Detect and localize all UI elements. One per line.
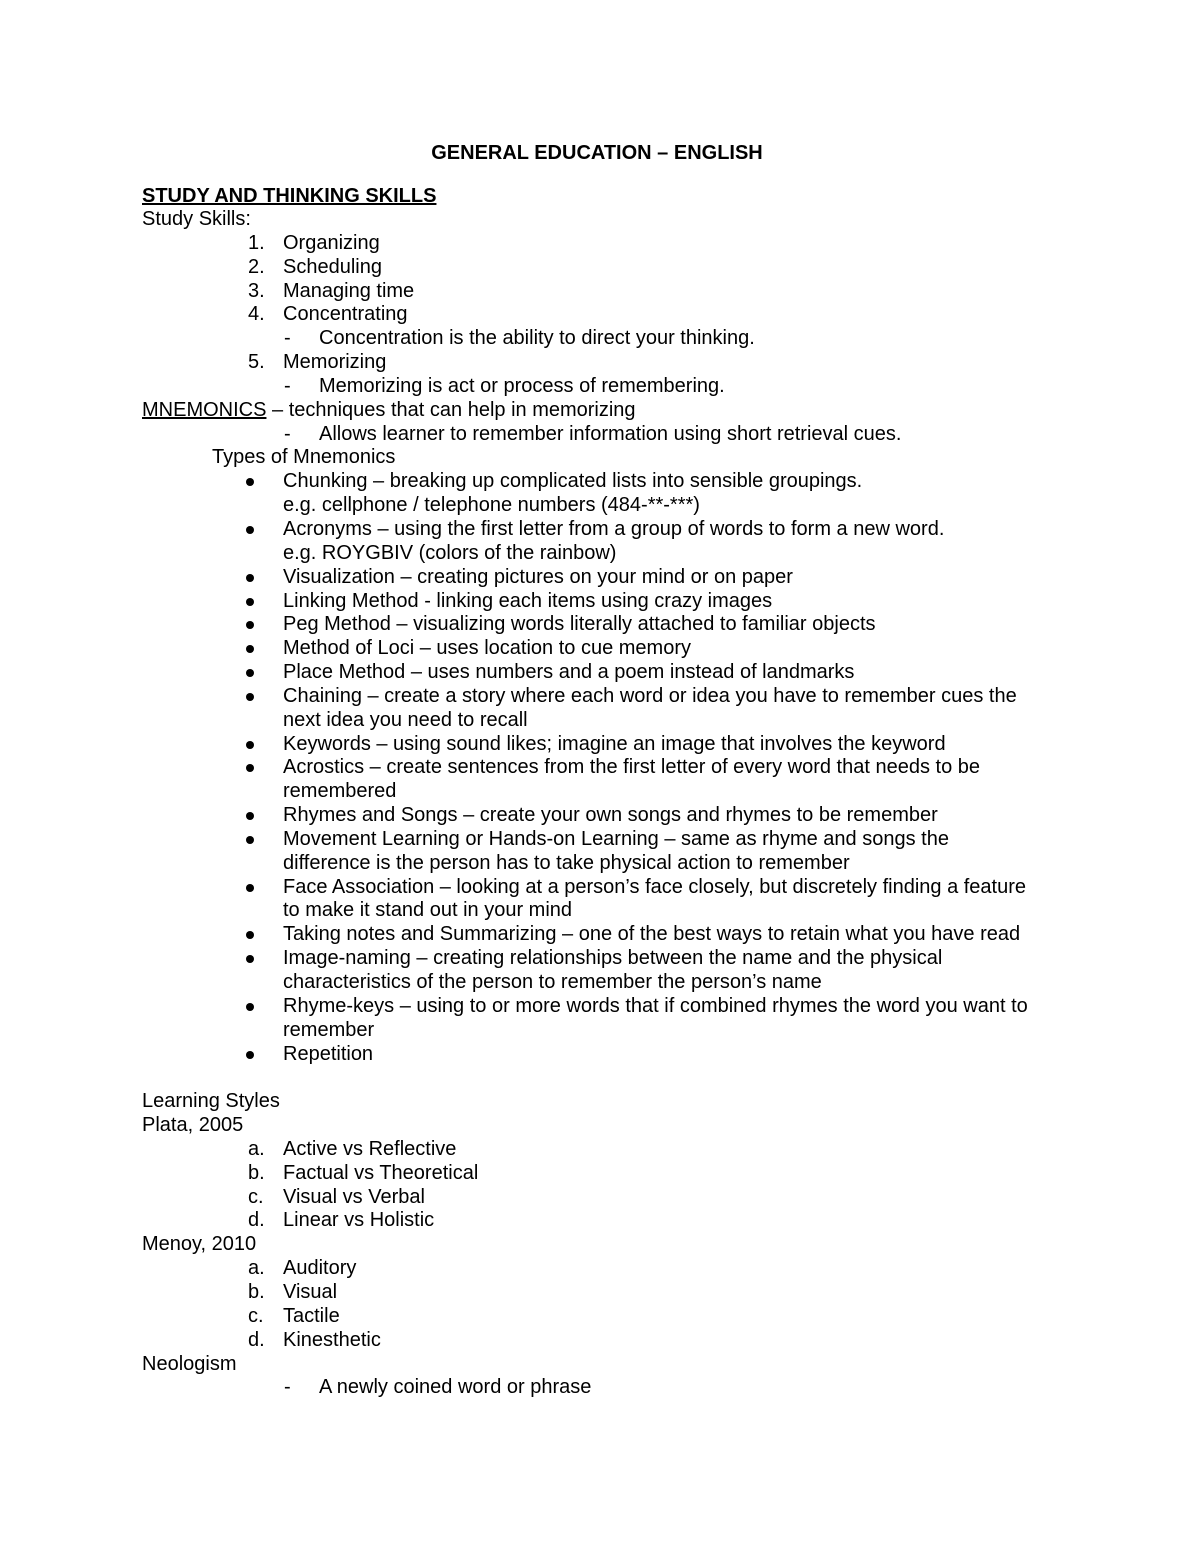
item-letter: c. bbox=[248, 1304, 264, 1327]
types-of-mnemonics-label: Types of Mnemonics bbox=[212, 446, 396, 469]
list-item bbox=[0, 1138, 1200, 1162]
bullet-item-continuation bbox=[0, 852, 1200, 876]
item-text: Visual vs Verbal bbox=[283, 1185, 425, 1208]
study-skills-label-line bbox=[0, 208, 1200, 232]
bullet-item bbox=[0, 828, 1200, 852]
bullet-item bbox=[0, 923, 1200, 947]
item-number: 3. bbox=[248, 279, 265, 302]
bullet-text: next idea you need to recall bbox=[283, 708, 528, 731]
item-letter: c. bbox=[248, 1185, 264, 1208]
item-number: 4. bbox=[248, 303, 265, 326]
item-text: Auditory bbox=[283, 1257, 357, 1280]
bullet-item-continuation bbox=[0, 1019, 1200, 1043]
bullet-item bbox=[0, 566, 1200, 590]
bullet-item bbox=[0, 804, 1200, 828]
bullet-text: e.g. cellphone / telephone numbers (484-**-***) bbox=[283, 494, 700, 517]
item-text: Linear vs Holistic bbox=[283, 1209, 435, 1232]
bullet-text: Face Association – looking at a person’s face closely, but discretely finding a feature bbox=[283, 875, 1027, 898]
note-text: Concentration is the ability to direct your thinking. bbox=[319, 327, 755, 350]
bullet-text: Linking Method - linking each items using crazy images bbox=[283, 589, 773, 612]
sub-note bbox=[0, 327, 1200, 351]
bullet-item bbox=[0, 995, 1200, 1019]
item-letter: b. bbox=[248, 1280, 265, 1303]
bullet-text: Image-naming – creating relationships between the name and the physical bbox=[283, 947, 943, 970]
bullet-item bbox=[0, 733, 1200, 757]
mnemonics-line bbox=[0, 399, 1200, 423]
note-text: Allows learner to remember information using short retrieval cues. bbox=[319, 422, 902, 445]
item-number: 1. bbox=[248, 231, 265, 254]
bullet-item bbox=[0, 470, 1200, 494]
bullet-text: Chaining – create a story where each word or idea you have to remember cues the bbox=[283, 684, 1017, 707]
mnemonics-term: MNEMONICS bbox=[142, 398, 267, 421]
item-text: Visual bbox=[283, 1280, 338, 1303]
neologism-label: Neologism bbox=[142, 1352, 237, 1375]
bullet-text: Acronyms – using the first letter from a group of words to form a new word. bbox=[283, 517, 945, 540]
bullet-text: Rhymes and Songs – create your own songs and rhymes to be remember bbox=[283, 804, 938, 827]
list-item bbox=[0, 280, 1200, 304]
document-body bbox=[0, 208, 1200, 1400]
item-text: Memorizing bbox=[283, 351, 387, 374]
learning-styles-label: Learning Styles bbox=[142, 1090, 280, 1113]
list-item bbox=[0, 256, 1200, 280]
bullet-item bbox=[0, 637, 1200, 661]
item-letter: d. bbox=[248, 1328, 265, 1351]
bullet-item-continuation bbox=[0, 494, 1200, 518]
bullet-item-continuation bbox=[0, 899, 1200, 923]
neologism-label-line bbox=[0, 1353, 1200, 1377]
list-item bbox=[0, 351, 1200, 375]
note-text: A newly coined word or phrase bbox=[319, 1376, 592, 1399]
bullet-item bbox=[0, 518, 1200, 542]
mnemonics-definition bbox=[142, 399, 636, 423]
bullet-item-continuation bbox=[0, 971, 1200, 995]
mnemonics-definition-text: – techniques that can help in memorizing bbox=[266, 398, 636, 421]
bullet-text: e.g. ROYGBIV (colors of the rainbow) bbox=[283, 541, 617, 564]
bullet-item bbox=[0, 685, 1200, 709]
bullet-item bbox=[0, 661, 1200, 685]
bullet-item bbox=[0, 613, 1200, 637]
item-text: Tactile bbox=[283, 1304, 340, 1327]
bullet-item bbox=[0, 1043, 1200, 1067]
bullet-text: to make it stand out in your mind bbox=[283, 899, 573, 922]
bullet-item bbox=[0, 876, 1200, 900]
sub-note bbox=[0, 423, 1200, 447]
list-item bbox=[0, 232, 1200, 256]
item-text: Concentrating bbox=[283, 303, 408, 326]
item-text: Factual vs Theoretical bbox=[283, 1161, 479, 1184]
bullet-item bbox=[0, 590, 1200, 614]
bullet-text: Visualization – creating pictures on your mind or on paper bbox=[283, 565, 793, 588]
item-letter: b. bbox=[248, 1161, 265, 1184]
bullet-text: Taking notes and Summarizing – one of the best ways to retain what you have read bbox=[283, 923, 1021, 946]
bullet-item-continuation bbox=[0, 709, 1200, 733]
bullet-text: Keywords – using sound likes; imagine an image that involves the keyword bbox=[283, 732, 946, 755]
bullet-text: Movement Learning or Hands-on Learning – same as rhyme and songs the bbox=[283, 827, 949, 850]
plata-label: Plata, 2005 bbox=[142, 1114, 244, 1137]
study-skills-label: Study Skills: bbox=[142, 208, 251, 230]
item-letter: a. bbox=[248, 1257, 265, 1280]
bullet-text: Peg Method – visualizing words literally attached to familiar objects bbox=[283, 613, 876, 636]
dash-marker: - bbox=[284, 374, 291, 397]
menoy-label: Menoy, 2010 bbox=[142, 1233, 257, 1256]
list-item bbox=[0, 1329, 1200, 1353]
bullet-item-continuation bbox=[0, 780, 1200, 804]
plata-label-line bbox=[0, 1114, 1200, 1138]
blank-line bbox=[0, 1066, 1200, 1090]
bullet-text: characteristics of the person to remember the person’s name bbox=[283, 971, 822, 993]
dash-marker: - bbox=[284, 327, 291, 350]
bullet-text: Place Method – uses numbers and a poem instead of landmarks bbox=[283, 661, 855, 684]
bullet-text: Repetition bbox=[283, 1042, 374, 1065]
list-item bbox=[0, 1162, 1200, 1186]
list-item bbox=[0, 1209, 1200, 1233]
bullet-item bbox=[0, 756, 1200, 780]
item-text: Kinesthetic bbox=[283, 1328, 381, 1351]
bullet-item-continuation bbox=[0, 542, 1200, 566]
document-title: GENERAL EDUCATION – ENGLISH bbox=[431, 142, 763, 164]
item-text: Active vs Reflective bbox=[283, 1137, 457, 1160]
list-item bbox=[0, 1305, 1200, 1329]
sub-note bbox=[0, 375, 1200, 399]
bullet-text: remembered bbox=[283, 780, 397, 803]
item-number: 5. bbox=[248, 351, 265, 374]
list-item bbox=[0, 1186, 1200, 1210]
bullet-text: difference is the person has to take physical action to remember bbox=[283, 851, 850, 874]
bullet-text: Chunking – breaking up complicated lists into sensible groupings. bbox=[283, 470, 863, 493]
note-text: Memorizing is act or process of remembering. bbox=[319, 374, 725, 397]
item-text: Managing time bbox=[283, 279, 415, 302]
item-text: Organizing bbox=[283, 231, 380, 254]
list-item bbox=[0, 303, 1200, 327]
mnemonics-types-list bbox=[0, 470, 1200, 1066]
section-heading: STUDY AND THINKING SKILLS bbox=[142, 185, 437, 207]
item-letter: a. bbox=[248, 1137, 265, 1160]
sub-note bbox=[0, 1376, 1200, 1400]
bullet-text: remember bbox=[283, 1018, 375, 1041]
dash-marker: - bbox=[284, 422, 291, 445]
list-item bbox=[0, 1257, 1200, 1281]
learning-styles-label-line bbox=[0, 1090, 1200, 1114]
bullet-text: Acrostics – create sentences from the first letter of every word that needs to be bbox=[283, 756, 980, 779]
bullet-text: Method of Loci – uses location to cue memory bbox=[283, 637, 691, 660]
list-item bbox=[0, 1281, 1200, 1305]
item-text: Scheduling bbox=[283, 255, 382, 278]
menoy-label-line bbox=[0, 1233, 1200, 1257]
item-number: 2. bbox=[248, 255, 265, 278]
types-label-line bbox=[0, 446, 1200, 470]
item-letter: d. bbox=[248, 1209, 265, 1232]
bullet-text: Rhyme-keys – using to or more words that if combined rhymes the word you want to bbox=[283, 994, 1028, 1017]
bullet-item bbox=[0, 947, 1200, 971]
dash-marker: - bbox=[284, 1376, 291, 1399]
